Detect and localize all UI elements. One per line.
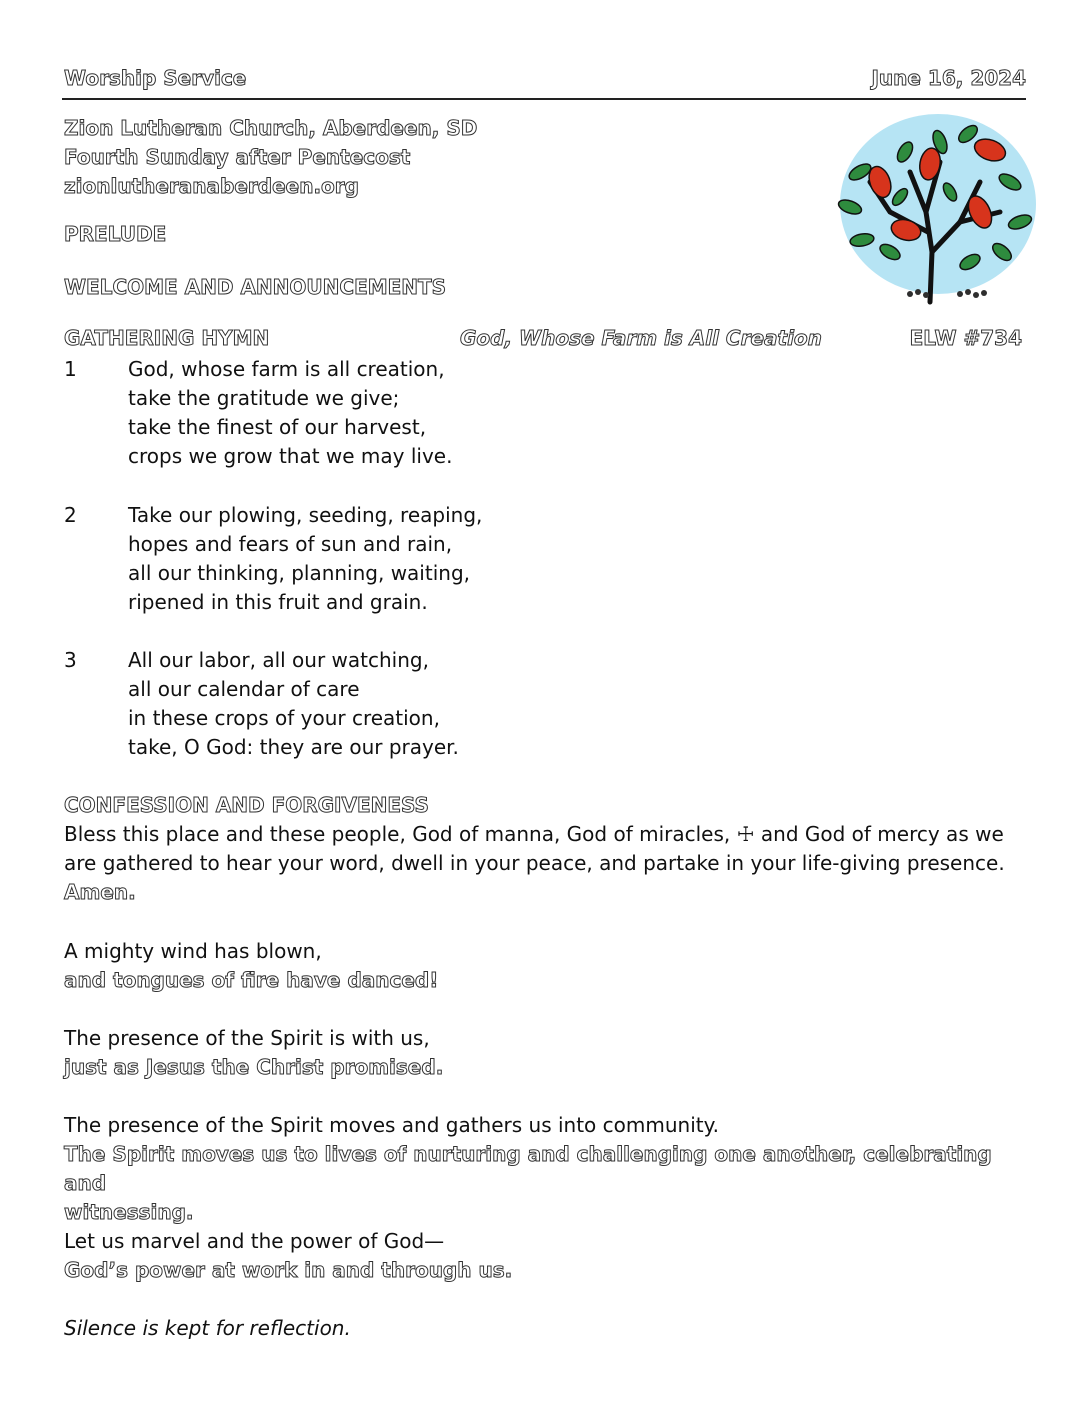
response-line: The Spirit moves us to lives of nurturing and challenging one another, celebrating and	[64, 1142, 992, 1195]
verse-line: hopes and fears of sun and rain,	[128, 532, 453, 556]
welcome-heading: WELCOME AND ANNOUNCEMENTS	[64, 275, 447, 299]
church-website: zionlutheranaberdeen.org	[64, 174, 359, 198]
church-name: Zion Lutheran Church, Aberdeen, SD	[64, 116, 478, 140]
dialogue-2	[64, 1024, 1014, 1082]
verse-line: ripened in this fruit and grain.	[128, 590, 428, 614]
response-line: just as Jesus the Christ promised.	[64, 1055, 444, 1079]
verse-line: take the gratitude we give;	[128, 386, 400, 410]
leader-line: The presence of the Spirit is with us,	[64, 1026, 430, 1050]
header-rule	[62, 98, 1026, 100]
confession-section	[64, 791, 1014, 907]
blessing-line: are gathered to hear your word, dwell in your peace, and partake in your life-giving presence.	[64, 851, 1005, 875]
gathering-hymn-row	[64, 326, 1022, 350]
verse-line: All our labor, all our watching,	[128, 648, 429, 672]
gathering-hymn-label: GATHERING HYMN	[64, 326, 270, 350]
service-title: Worship Service	[64, 66, 247, 90]
church-info	[64, 114, 477, 201]
verse-line: Take our plowing, seeding, reaping,	[128, 503, 483, 527]
dialogue-1	[64, 937, 1014, 995]
response-line: God’s power at work in and through us.	[64, 1258, 513, 1282]
verse-number: 3	[64, 648, 77, 672]
dialogue-3	[64, 1111, 1014, 1227]
leader-line: The presence of the Spirit moves and gathers us into community.	[64, 1113, 719, 1137]
silence-rubric: Silence is kept for reflection.	[64, 1316, 351, 1340]
verse-line: take the finest of our harvest,	[128, 415, 427, 439]
gathering-hymn-number: ELW #734	[909, 326, 1022, 350]
verse-line: crops we grow that we may live.	[128, 444, 453, 468]
verse-line: God, whose farm is all creation,	[128, 357, 445, 381]
response-line: and tongues of fire have danced!	[64, 968, 439, 992]
verse-line: in these crops of your creation,	[128, 706, 440, 730]
blessing-line: Bless this place and these people, God of manna, God of miracles, ☩ and God of mercy as we	[64, 822, 1004, 846]
gathering-hymn-title: God, Whose Farm is All Creation	[460, 326, 822, 350]
service-date: June 16, 2024	[871, 66, 1026, 90]
leader-line: A mighty wind has blown,	[64, 939, 322, 963]
verse-number: 1	[64, 357, 77, 381]
dialogue-4	[64, 1227, 1014, 1285]
response-line: witnessing.	[64, 1200, 194, 1224]
amen-response: Amen.	[64, 880, 136, 904]
prelude-heading: PRELUDE	[64, 222, 167, 246]
tree-with-birds-icon	[830, 112, 1040, 308]
verse-number: 2	[64, 503, 77, 527]
bulletin-header	[64, 66, 1026, 90]
verse-line: all our calendar of care	[128, 677, 360, 701]
confession-heading: CONFESSION AND FORGIVENESS	[64, 793, 429, 817]
church-occasion: Fourth Sunday after Pentecost	[64, 145, 411, 169]
verse-line: take, O God: they are our prayer.	[128, 735, 459, 759]
leader-line: Let us marvel and the power of God—	[64, 1229, 445, 1253]
verse-line: all our thinking, planning, waiting,	[128, 561, 470, 585]
